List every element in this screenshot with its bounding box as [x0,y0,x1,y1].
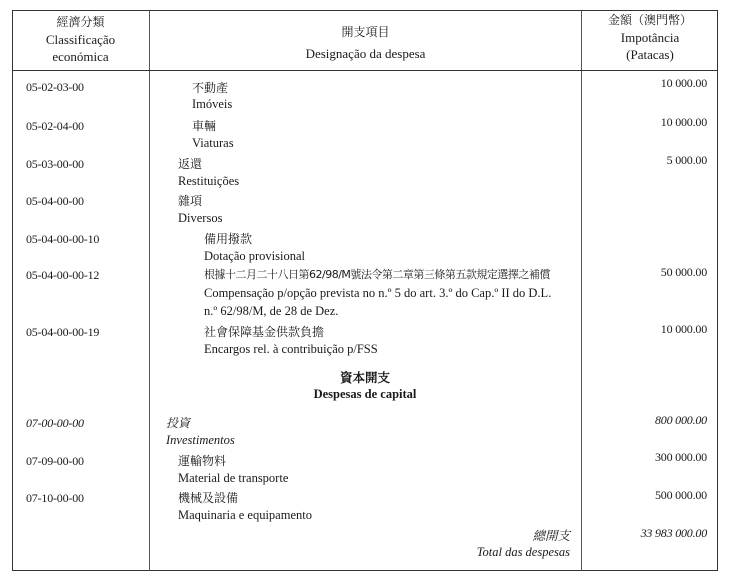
total-amount: 33 983 000.00 [640,526,707,540]
row-designation-pt: Dotação provisional [204,249,306,263]
row-designation-zh: 雜項 [178,194,203,208]
row-amount: 800 000.00 [654,413,707,427]
header-classification [12,14,149,65]
row-designation-pt: Viaturas [192,136,234,150]
row-designation-pt: Encargos rel. à contribuição p/FSS [204,342,378,356]
row-amount: 300 000.00 [654,450,707,464]
section-title-pt: Despesas de capital [313,387,417,401]
row-designation-pt-cont: n.º 62/98/M, de 28 de Dez. [204,304,339,318]
row-code: 05-04-00-00-19 [26,325,100,339]
row-designation-zh: 返還 [178,157,203,171]
row-code: 05-04-00-00-10 [26,232,100,246]
row-designation-zh: 車輛 [192,119,217,133]
row-designation-pt: Imóveis [192,97,233,111]
column-divider-1 [149,10,150,571]
row-code: 05-02-03-00 [26,80,84,94]
row-designation-pt: Restituições [178,174,240,188]
row-designation-pt: Maquinaria e equipamento [178,508,312,522]
row-amount: 5 000.00 [666,153,707,167]
header-amount-pt2: (Patacas) [626,47,674,62]
row-designation-pt: Material de transporte [178,471,289,485]
row-designation-pt: Investimentos [166,433,235,447]
row-designation-pt: Compensação p/opção prevista no n.º 5 do art. 3.º do Cap.º II do D.L. [204,286,552,300]
row-designation-zh: 根據十二月二十八日第62/98/M號法令第二章第三條第五款規定選擇之補償 [204,268,550,281]
row-code: 05-03-00-00 [26,157,84,171]
row-amount: 50 000.00 [660,265,707,279]
header-amount-pt1: Impotância [620,30,680,45]
row-designation-zh: 備用撥款 [204,232,253,246]
column-divider-2 [581,10,582,571]
row-amount: 500 000.00 [654,488,707,502]
header-designation-pt: Designação da despesa [305,46,426,61]
row-amount: 10 000.00 [660,76,707,90]
row-code: 07-10-00-00 [26,491,84,505]
header-amount [582,12,718,63]
row-amount: 10 000.00 [660,322,707,336]
total-label-zh: 總開支 [532,528,570,543]
row-designation-zh: 運輸物料 [178,454,227,468]
header-designation-zh: 開支項目 [341,25,390,39]
total-label-pt: Total das despesas [476,545,570,559]
header-divider [12,70,718,71]
row-code: 05-04-00-00 [26,194,84,208]
header-classification-pt2: económica [52,49,109,64]
header-classification-zh: 經濟分類 [56,15,105,29]
row-code: 07-00-00-00 [26,416,84,430]
header-classification-pt1: Classificação [45,32,116,47]
section-title-zh: 資本開支 [339,370,390,385]
header-amount-zh: 金額（澳門幣） [607,13,692,27]
row-code: 07-09-00-00 [26,454,84,468]
row-code: 05-02-04-00 [26,119,84,133]
row-designation-zh: 機械及設備 [178,491,239,505]
row-designation-zh: 不動產 [192,81,229,95]
header-designation [150,24,581,62]
row-amount: 10 000.00 [660,115,707,129]
row-designation-zh: 社會保障基金供款負擔 [204,325,325,339]
row-designation-zh: 投資 [166,416,191,430]
row-code: 05-04-00-00-12 [26,268,100,282]
row-designation-pt: Diversos [178,211,223,225]
